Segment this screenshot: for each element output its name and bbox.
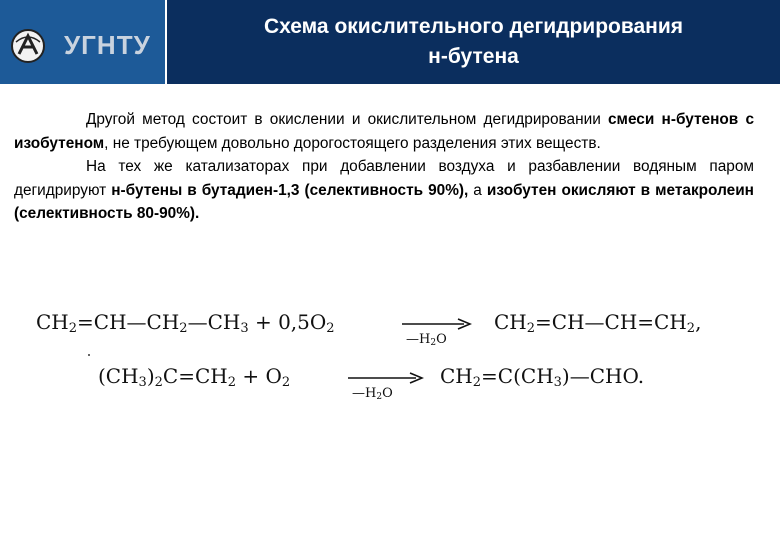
body-text [14,108,754,226]
reaction-1-condition: $—H_2O$ [406,332,447,348]
paragraph-2-bold-1: н-бутены в бутадиен-1,3 (селективность 90%), [111,181,469,199]
paragraph-1-end: , не требующем довольно дорогостоящего разделения этих веществ. [104,134,601,152]
page-title-line-2: н-бутена [428,45,519,68]
reaction-2-condition: $—H_2O$ [352,386,393,402]
stray-dot [88,354,90,356]
logo-text: УГНТУ [64,30,151,60]
page-title-line-1: Схема окислительного дегидрирования [263,15,684,38]
reaction-2-arrow-icon [348,372,424,384]
reaction-1-reactants: $CH_2=CH—CH_2—CH_3 + 0,5O_2$ [36,310,335,336]
paragraph-2 [14,155,754,226]
paragraph-1-start: Другой метод состоит в окислении и окислительном дегидрировании [86,111,608,128]
paragraph-1-bold: смеси н-бутенов с изобутеном [14,111,754,152]
reaction-2-products: $CH_2=C(CH_3)—CHO$. [440,364,645,390]
paragraph-2-mid: а [468,181,487,199]
reaction-1-arrow-icon [402,318,472,330]
reaction-2-reactants: $(CH_3)_2C=CH_2 + O_2$ [98,364,291,390]
emblem-icon [10,28,46,64]
reaction-1-products: $CH_2=CH—CH=CH_2$, [494,310,702,336]
title-bar [165,0,780,84]
paragraph-2-start: На тех же катализаторах при добавлении воздуха и разбавлении водяным паром дегидрируют [14,158,754,199]
university-logo [0,0,165,84]
paragraph-1 [14,108,754,155]
paragraph-2-bold-2: изобутен окисляют в метакролеин (селективность 80-90%). [14,181,754,222]
